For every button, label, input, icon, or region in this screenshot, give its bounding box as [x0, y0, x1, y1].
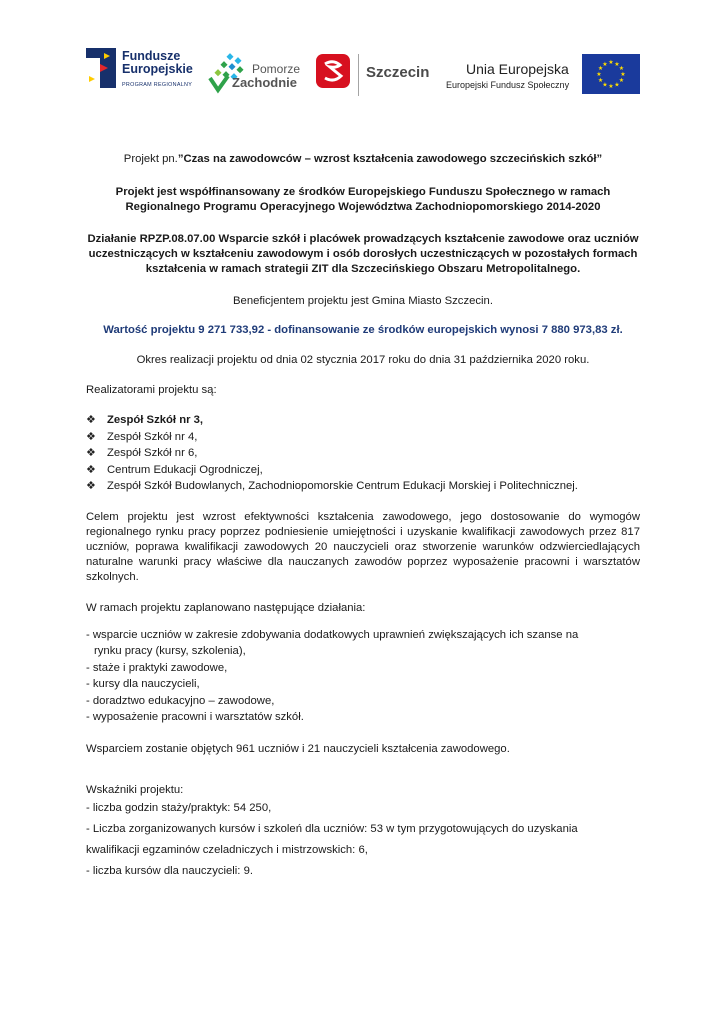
list-item: ❖ Zespół Szkół nr 4,: [86, 429, 640, 446]
document-body: [86, 150, 640, 882]
ue-line2: Europejski Fundusz Społeczny: [446, 80, 570, 90]
project-value: Wartość projektu 9 271 733,92 - dofinansowanie ze środków europejskich wynosi 7 880 973,83 zł.: [103, 324, 623, 336]
eu-star-icon: ★: [614, 82, 620, 89]
list-item: - wyposażenie pracowni i warsztatów szkół.: [86, 711, 304, 723]
actions-heading: W ramach projektu zaplanowano następujące działania:: [86, 601, 366, 614]
project-title: ”Czas na zawodowców – wzrost kształcenia zawodowego szczecińskich szkół”: [177, 153, 603, 165]
list-item: - liczba godzin staży/praktyk: 54 250,: [86, 801, 272, 814]
project-goal: Celem projektu jest wzrost efektywności kształcenia zawodowego, jego dostosowanie do wymogów regionalnego rynku pracy poprzez podniesienie umiejętności i uzyskanie kwalifikacji zawodowych przez 817 uczniów, poprawa kwalifikacji zawodowych 20 nauczycieli oraz stworzenie warunków odzwierciedlających naturalne warunki pracy właściwe dla nauczanych zawodów poprzez wyposażenie pracowni i warsztatów szkolnych.: [86, 510, 640, 583]
szczecin-mark-icon: [316, 54, 350, 88]
action-description: Działanie RPZP.08.07.00 Wsparcie szkół i placówek prowadzących kształcenie zawodowe oraz uczniów uczestniczących w kształceniu zawodowym i osób dorosłych uczestniczących w pozostałych formach kształcenia w ramach strategii ZIT dla Szczecińskiego Obszaru Metropolitalnego.: [87, 233, 639, 275]
project-prefix: Projekt pn.: [123, 153, 178, 165]
list-item: - doradztwo edukacyjno – zawodowe,: [86, 694, 275, 707]
indicators-heading: Wskaźniki projektu:: [86, 783, 184, 796]
eu-star-icon: ★: [608, 84, 614, 91]
actions-list: [86, 627, 640, 726]
list-item: ❖ Zespół Szkół nr 6,: [86, 445, 640, 462]
list-item: ❖ Zespół Szkół Budowlanych, Zachodniopomorskie Centrum Edukacji Morskiej i Politechnicznej.: [86, 478, 640, 495]
fe-line1: Fundusze: [122, 49, 181, 63]
diamond-bullet-icon: ❖: [86, 430, 96, 443]
indicators-list: [86, 798, 640, 882]
eu-star-icon: ★: [602, 61, 608, 68]
eu-star-icon: ★: [597, 78, 604, 85]
eu-star-icon: ★: [602, 82, 608, 89]
implementers-heading: Realizatorami projektu są:: [86, 384, 217, 396]
pomorze-zachodnie-logo: [208, 52, 308, 98]
implementers-list: [86, 412, 640, 495]
szczecin-divider: [358, 54, 359, 96]
fundusze-europejskie-mark-icon: [86, 48, 118, 88]
eu-star-icon: ★: [618, 66, 625, 73]
eu-star-icon: ★: [597, 66, 604, 73]
eu-star-icon: ★: [596, 72, 602, 79]
support-summary: Wsparciem zostanie objętych 961 uczniów i 21 nauczycieli kształcenia zawodowego.: [86, 742, 510, 755]
list-item: - wsparcie uczniów w zakresie zdobywania dodatkowych uprawnień zwiększających ich szanse na: [86, 628, 579, 641]
list-item: - staże i praktyki zawodowe,: [86, 661, 228, 674]
eu-star-icon: ★: [608, 60, 614, 67]
eu-flag-icon: [582, 54, 640, 94]
beneficiary: Beneficjentem projektu jest Gmina Miasto Szczecin.: [233, 295, 493, 307]
eu-star-icon: ★: [620, 72, 626, 79]
fe-line3: PROGRAM REGIONALNY: [122, 82, 193, 88]
eu-star-icon: ★: [614, 61, 620, 68]
unia-europejska-logo: [446, 58, 642, 100]
list-item: - kursy dla nauczycieli,: [86, 678, 200, 690]
diamond-bullet-icon: ❖: [86, 480, 96, 492]
pz-line2: Zachodnie: [232, 75, 298, 90]
project-title-line: [86, 152, 640, 167]
diamond-bullet-icon: ❖: [86, 463, 96, 476]
fe-line2: Europejskie: [122, 62, 193, 76]
szczecin-name: Szczecin: [366, 64, 430, 81]
list-item: ❖ Centrum Edukacji Ogrodniczej,: [86, 462, 640, 479]
diamond-bullet-icon: ❖: [86, 414, 96, 426]
ue-line1: Unia Europejska: [466, 61, 569, 77]
cofinancing-note: Projekt jest współfinansowany ze środków Europejskiego Funduszu Społecznego w ramach Regionalnego Programu Operacyjnego Województwa Zachodniopomorskiego 2014-2020: [115, 186, 611, 213]
project-period: Okres realizacji projektu od dnia 02 stycznia 2017 roku do dnia 31 października 2020 roku.: [136, 354, 590, 366]
logo-strip: [0, 0, 725, 110]
list-item: kwalifikacji egzaminów czeladniczych i mistrzowskich: 6,: [86, 843, 368, 856]
list-item: - liczba kursów dla nauczycieli: 9.: [86, 864, 254, 877]
pz-line1: Pomorze: [252, 62, 301, 76]
eu-star-icon: ★: [618, 78, 625, 85]
list-item: rynku pracy (kursy, szkolenia),: [94, 645, 246, 657]
list-item: ❖ Zespół Szkół nr 3,: [86, 412, 640, 429]
diamond-bullet-icon: ❖: [86, 447, 96, 459]
szczecin-logo: [316, 54, 436, 98]
fundusze-europejskie-logo: [86, 46, 206, 98]
list-item: - Liczba zorganizowanych kursów i szkoleń dla uczniów: 53 w tym przygotowujących do uzyskania: [86, 822, 578, 835]
